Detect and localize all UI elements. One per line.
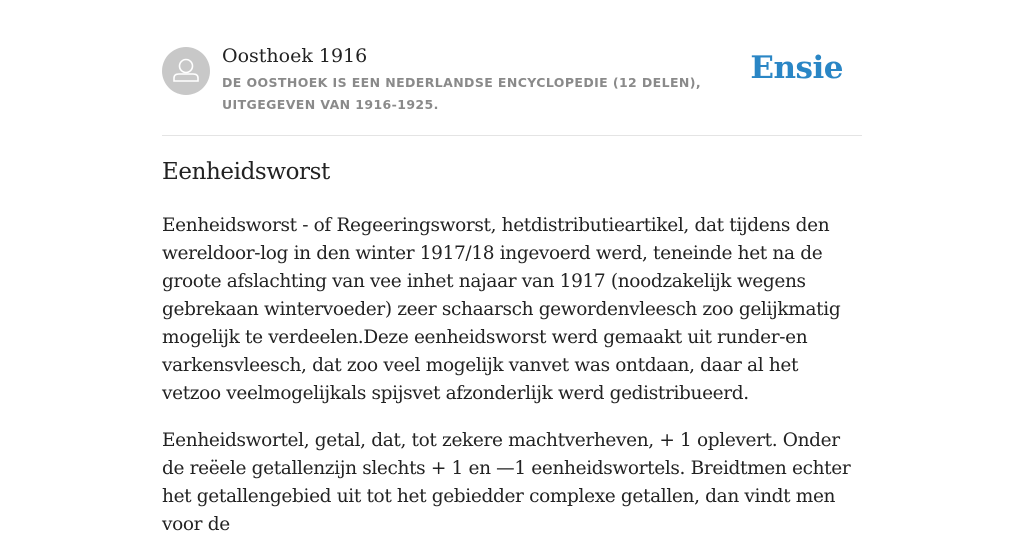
source-avatar[interactable]	[162, 47, 210, 95]
source-header	[162, 0, 862, 136]
source-name[interactable]: Oosthoek 1916	[222, 45, 368, 67]
ensie-logo[interactable]: Ensie	[750, 50, 843, 86]
article-title: Eenheidsworst	[162, 159, 330, 185]
article-paragraph: Eenheidswortel, getal, dat, tot zekere machtverheven, + 1 oplevert. Onder de reëele getallenzijn slechts + 1 en —1 eenheidswortels. Breidtmen echter het getallengebied uit tot het gebiedder complexe getallen, dan vindt men voor de	[162, 430, 851, 535]
article-paragraph: Eenheidsworst - of Regeeringsworst, hetdistributieartikel, dat tijdens den wereldoor-log in den winter 1917/18 ingevoerd werd, teneinde het na de groote afslachting van vee inhet najaar van 1917 (noodzakelijk wegens gebrekaan wintervoeder) zeer schaarsch gewordenvleesch zoo gelijkmatig mogelijk te verdeelen.Deze eenheidsworst werd gemaakt uit runder-en varkensvleesch, dat zoo veel mogelijk vanvet was ontdaan, daar al het vetzoo veelmogelijkals spijsvet afzonderlijk werd gedistribueerd.	[162, 215, 841, 404]
article-body	[162, 212, 862, 558]
content-container	[162, 0, 862, 535]
user-icon	[162, 47, 210, 95]
source-description: DE OOSTHOEK IS EEN NEDERLANDSE ENCYCLOPEDIE (12 DELEN), UITGEGEVEN VAN 1916-1925.	[222, 75, 702, 112]
